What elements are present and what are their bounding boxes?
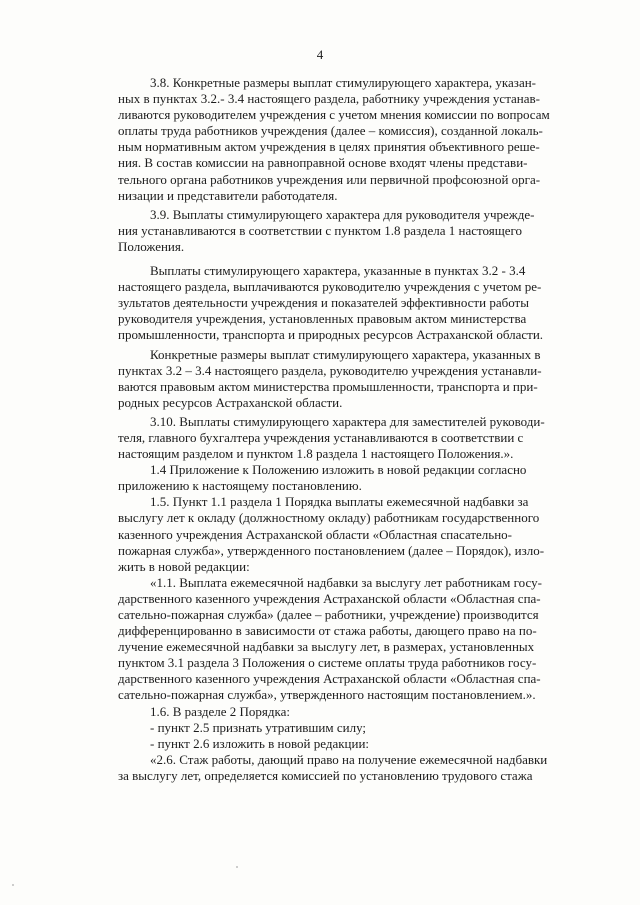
paragraph-2-6-quote: «2.6. Стаж работы, дающий право на получение ежемесячной надбавки за выслугу лет, определяется комиссией по установлению трудового стажа	[118, 751, 548, 783]
paragraph-bonus-amounts: Конкретные размеры выплат стимулирующего характера, указанных в пунктах 3.2 – 3.4 настоящего раздела, руководителю учреждения устанавли- ваются правовым актом министерства промышленности, транспорта и при- родных ресурсов Астраханской области.	[118, 346, 542, 410]
scan-speck	[12, 884, 14, 886]
paragraph-3-8: 3.8. Конкретные размеры выплат стимулирующего характера, указан- ных в пунктах 3.2.- 3.4 настоящего раздела, работнику учреждения устанав- ливаются руководителем учреждения с учетом мнения комиссии по вопросам оплаты труда работников учреждения (далее – комиссия), созданной локаль- ным нормативным актом учреждения в целях принятия объективного реше- ния. В состав комиссии на равноправной основе входят члены представи- тельного органа работников учреждения или первичной профсоюзной орга- низации и представители работодателя.	[118, 75, 550, 203]
page-number: 4	[316, 47, 324, 62]
paragraph-director-bonuses: Выплаты стимулирующего характера, указанные в пунктах 3.2 - 3.4 настоящего раздела, выплачиваются руководителю учреждения с учетом ре- зультатов деятельности учреждения и показателей эффективности работы руководителя учреждения, установленных правовым актом министерства промышленности, транспорта и природных ресурсов Астраханской области.	[118, 263, 544, 343]
scan-speck	[236, 866, 238, 868]
paragraph-1-4: 1.4 Приложение к Положению изложить в новой редакции согласно приложению к настоящему постановлению.	[118, 462, 527, 494]
paragraph-item-2-5: - пункт 2.5 признать утратившим силу;	[150, 719, 367, 735]
paragraph-1-1-quote: «1.1. Выплата ежемесячной надбавки за выслугу лет работникам госу- дарственного казенного учреждения Астраханской области «Областная спа- сательно-пожарная служба» (далее – работники, учреждение) производится дифференцированно в зависимости от стажа работы, дающего право на по- лучение ежемесячной надбавки за выслугу лет, в размерах, установленных пунктом 3.1 раздела 3 Положения о системе оплаты труда работников госу- дарственного казенного учреждения Астраханской области «Областная спа- сательно-пожарная служба», утвержденного настоящим постановлением.».	[118, 574, 542, 703]
paragraph-1-6: 1.6. В разделе 2 Порядка:	[150, 703, 290, 719]
paragraph-3-10: 3.10. Выплаты стимулирующего характера для заместителей руководи- теля, главного бухгалтера учреждения устанавливаются в соответствии с настоящим разделом и пунктом 1.8 раздела 1 настоящего Положения.».	[118, 413, 545, 462]
paragraph-1-5: 1.5. Пункт 1.1 раздела 1 Порядка выплаты ежемесячной надбавки за выслугу лет к окладу (должностному окладу) работникам государственного казенного учреждения Астраханской области «Областная спасательно- пожарная служба», утвержденного постановлением (далее – Порядок), изло- жить в новой редакции:	[118, 494, 545, 574]
paragraph-item-2-6: - пункт 2.6 изложить в новой редакции:	[150, 735, 370, 751]
document-body	[118, 75, 598, 784]
paragraph-3-9: 3.9. Выплаты стимулирующего характера для руководителя учрежде- ния устанавливаются в соответствии с пунктом 1.8 раздела 1 настоящего Положения.	[118, 206, 535, 254]
